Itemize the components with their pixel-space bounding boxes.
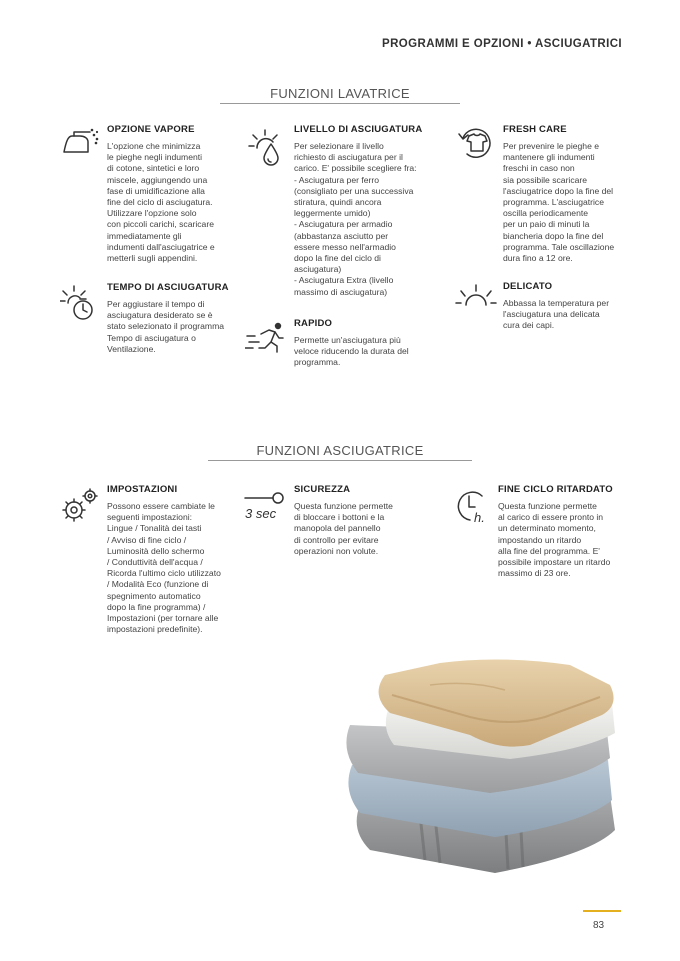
key-lock-icon — [243, 488, 287, 529]
item-title: LIVELLO DI ASCIUGATURA — [294, 124, 423, 135]
item-title: FINE CICLO RITARDATO — [498, 484, 613, 495]
item-title: IMPOSTAZIONI — [107, 484, 178, 495]
item-text: Per prevenire le pieghe e mantenere gli indumenti freschi in caso non sia possibile scaricare l'asciugatrice dopo la fine del programma. L'asciugatrice oscilla periodicamente per un paio di minuti la biancheria dopo la fine del programma. Tale oscillazione dura fino a 12 ore. — [503, 141, 615, 264]
gears-icon — [60, 486, 100, 531]
page-header: PROGRAMMI E OPZIONI • ASCIUGATRICI — [382, 38, 622, 50]
item-text: Questa funzione permette al carico di essere pronto in un determinato momento, impostando un ritardo alla fine del programma. E' possibile impostare un ritardo massimo di 23 ore. — [498, 501, 611, 579]
sun-timer-icon — [60, 284, 100, 329]
item-title: TEMPO DI ASCIUGATURA — [107, 282, 229, 293]
icon-label: h. — [474, 510, 485, 525]
page-number-rule — [583, 910, 621, 912]
item-text: Per selezionare il livello richiesto di asciugatura per il carico. E' possibile scegliere fra: - Asciugatura per ferro (consigliato per una successiva stiratura, quindi ancora leggermente umido) - Asciugatura per armadio (abbastanza asciutto per essere messo nell'armadio dopo la fine del ciclo di asciugatura) - Asciugatura Extra (livello massimo di asciugatura) — [294, 141, 417, 297]
towel-stack-image — [330, 655, 630, 875]
section-rule-dryer — [208, 460, 472, 461]
icon-label: 3 sec — [245, 506, 277, 521]
item-text: Per aggiustare il tempo di asciugatura desiderato se è stato selezionato il programma Tempo di asciugatura o Ventilazione. — [107, 299, 225, 354]
iron-steam-icon — [60, 126, 104, 165]
running-person-icon — [245, 320, 287, 363]
sun-drop-icon — [247, 126, 287, 173]
item-title: OPZIONE VAPORE — [107, 124, 195, 135]
item-title: FRESH CARE — [503, 124, 567, 135]
shirt-cycle-icon — [455, 126, 497, 165]
item-title: SICUREZZA — [294, 484, 351, 495]
page-number: 83 — [593, 920, 605, 931]
section-title-washer: FUNZIONI LAVATRICE — [270, 86, 410, 101]
item-text: L'opzione che minimizza le pieghe negli indumenti di cotone, sintetici e loro miscele, aggiungendo una fase di umidificazione alla fine del ciclo di asciugatura. Utilizzare l'opzione solo con piccoli carichi, scaricare immediatamente gli indumenti dall'asciugatrice e metterli sugli appendini. — [107, 141, 215, 264]
item-title: RAPIDO — [294, 318, 333, 329]
item-text: Possono essere cambiate le seguenti impostazioni: Lingue / Tonalità dei tasti / Avviso di fine ciclo / Luminosità dello schermo / Conduttività dell'acqua / Ricorda l'ultimo ciclo utilizzato / Modalità Eco (funzione di spegnimento automatico dopo la fine programma) / Impostazioni (per tornare alle impostazioni predefinite). — [107, 501, 221, 635]
item-text: Abbassa la temperatura per l'asciugatura una delicata cura dei capi. — [503, 298, 610, 331]
section-rule-washer — [220, 103, 460, 104]
clock-delay-icon — [452, 486, 496, 531]
low-sun-icon — [455, 283, 497, 318]
section-title-dryer: FUNZIONI ASCIUGATRICE — [256, 443, 424, 458]
item-title: DELICATO — [503, 281, 553, 292]
item-text: Questa funzione permette di bloccare i bottoni e la manopola del pannello di controllo per evitare operazioni non volute. — [294, 501, 393, 556]
item-text: Permette un'asciugatura più veloce riducendo la durata del programma. — [294, 335, 409, 368]
